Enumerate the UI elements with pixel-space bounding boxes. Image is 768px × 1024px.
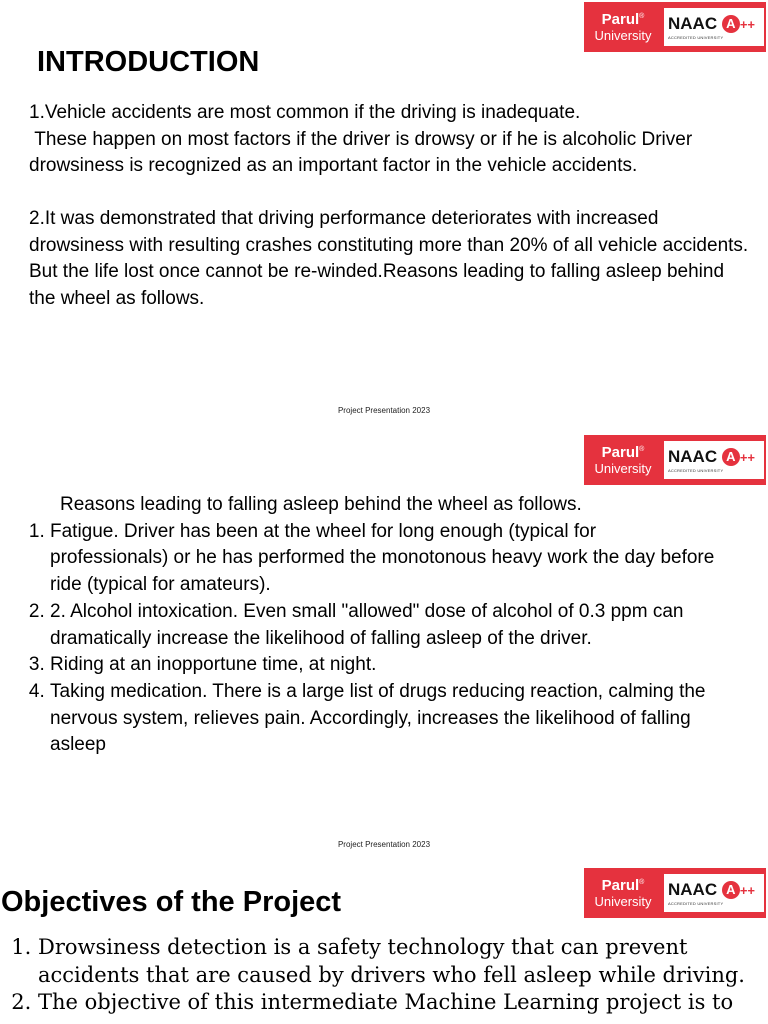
page-title: INTRODUCTION — [37, 46, 260, 78]
list-item: 3. Riding at an inopportune time, at night. — [50, 652, 718, 679]
list-item: 1. Drowsiness detection is a safety technology that can prevent accidents that are caused by drivers who fell asleep while driving. — [38, 934, 750, 989]
slide-introduction — [0, 0, 768, 432]
list-item: 2. The objective of this intermediate Machine Learning project is to — [38, 989, 750, 1017]
objectives-list — [0, 934, 750, 1017]
university-logo — [584, 435, 766, 485]
intro-paragraph-1b: These happen on most factors if the driver is drowsy or if he is alcoholic Driver drowsiness is recognized as an important factor in the vehicle accidents. — [29, 128, 698, 176]
slide-footer: Project Presentation 2023 — [337, 840, 431, 849]
parul-university-wordmark: Parul® University — [594, 444, 652, 476]
reasons-list — [28, 519, 718, 759]
parul-university-wordmark: Parul® University — [594, 11, 652, 43]
list-item: 4. Taking medication. There is a large list of drugs reducing reaction, calming the nervous system, relieves pain. Accordingly, increases the likelihood of falling asleep — [50, 679, 718, 759]
slide-objectives — [0, 864, 768, 1024]
objectives-title: Objectives of the Project — [1, 886, 342, 918]
reasons-lead: Reasons leading to falling asleep behind the wheel as follows. — [60, 494, 582, 515]
intro-paragraph-2: 2.It was demonstrated that driving performance deteriorates with increased drowsiness with resulting crashes constituting more than 20% of all vehicle accidents. But the life lost once cannot be re-winded.Reasons leading to falling asleep behind the wheel as follows. — [29, 208, 749, 309]
list-item: 1. Fatigue. Driver has been at the wheel for long enough (typical for professionals) or he has performed the monotonous heavy work the day before ride (typical for amateurs). — [50, 519, 718, 599]
university-logo — [584, 2, 766, 52]
intro-body — [29, 100, 754, 312]
intro-paragraph-1: 1.Vehicle accidents are most common if the driving is inadequate. — [29, 102, 581, 123]
slide-footer: Project Presentation 2023 — [337, 406, 431, 415]
naac-badge: NAAC A ++ ACCREDITED UNIVERSITY — [664, 441, 764, 479]
naac-badge: NAAC A ++ ACCREDITED UNIVERSITY — [664, 8, 764, 46]
slide-reasons — [0, 432, 768, 864]
reasons-body — [28, 492, 718, 759]
naac-badge: NAAC A ++ ACCREDITED UNIVERSITY — [664, 874, 764, 912]
list-item: 2. 2. Alcohol intoxication. Even small "allowed" dose of alcohol of 0.3 ppm can dramatically increase the likelihood of falling asleep of the driver. — [50, 599, 718, 652]
university-logo — [584, 868, 766, 918]
objectives-body — [0, 934, 750, 1017]
parul-university-wordmark: Parul® University — [594, 877, 652, 909]
